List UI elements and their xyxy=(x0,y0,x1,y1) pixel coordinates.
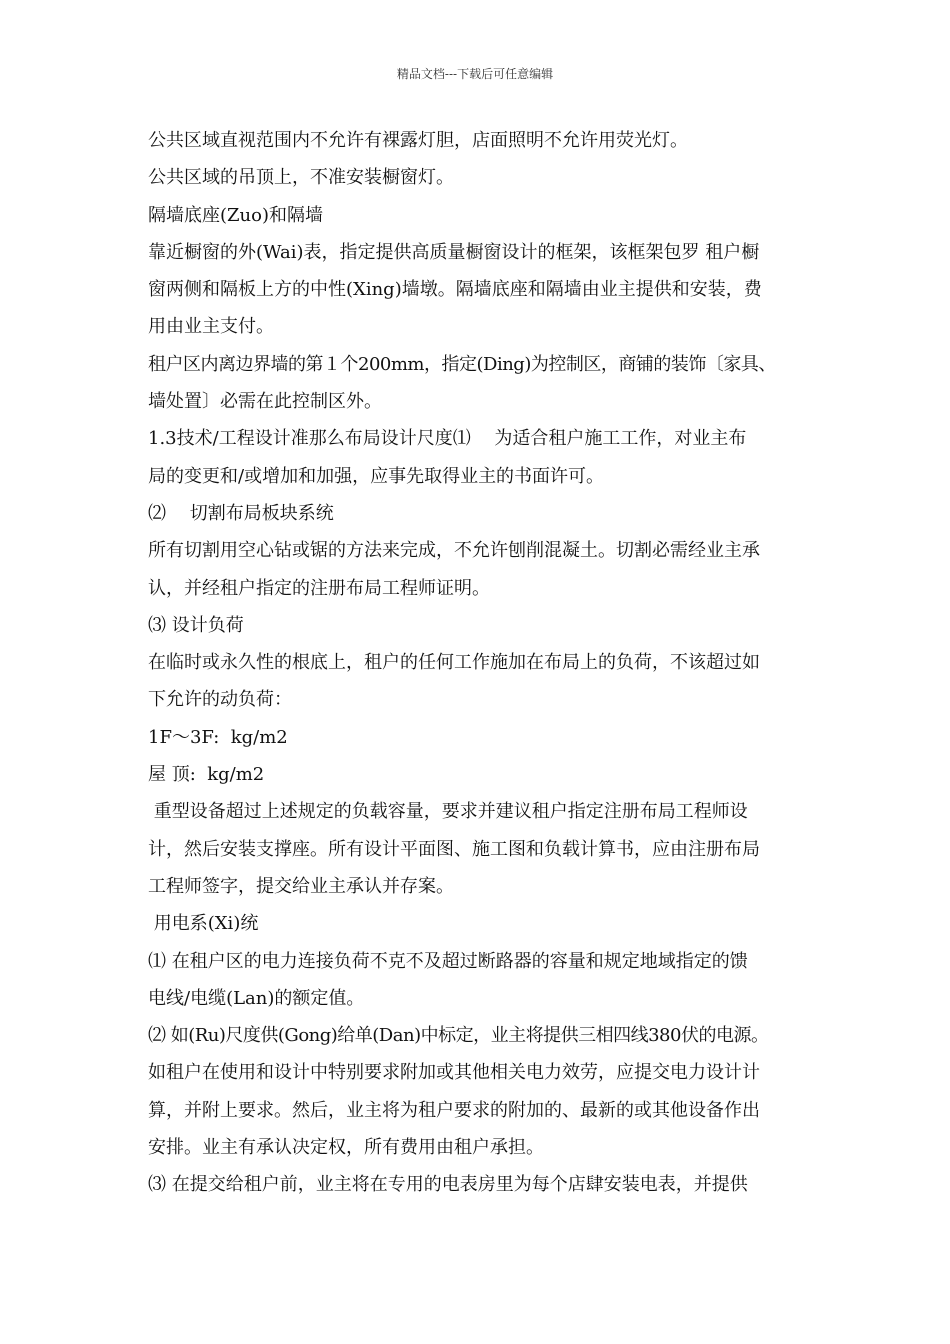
section-heading: 1.3技术/工程设计准那么布局设计尺度⑴ 为适合租户施工工作，对业主布 xyxy=(148,428,747,450)
paragraph-line: 租户区内离边界墙的第１个200mm，指定(Ding)为控制区，商铺的装饰〔家具、 xyxy=(148,353,776,375)
paragraph-line: 在临时或永久性的根底上，租户的任何工作施加在布局上的负荷，不该超过如 xyxy=(148,652,760,674)
paragraph-line: 所有切割用空心钻或锯的方法来完成，不允许刨削混凝土。切割必需经业主承 xyxy=(148,540,760,562)
section-heading: 用电系(Xi)统 xyxy=(148,913,259,935)
page-header: 精品文档---下载后可任意编辑 xyxy=(396,67,554,81)
section-heading: ⑵ 切割布局板块系统 xyxy=(148,502,334,524)
paragraph-line: ⑴ 在租户区的电力连接负荷不克不及超过断路器的容量和规定地域指定的馈 xyxy=(148,950,748,972)
paragraph-line: 如租户在使用和设计中特别要求附加或其他相关电力效劳，应提交电力设计计 xyxy=(148,1062,760,1084)
paragraph-line: 下允许的动负荷： xyxy=(148,689,292,711)
paragraph-line: 认，并经租户指定的注册布局工程师证明。 xyxy=(148,577,490,599)
paragraph-line: ⑵ 如(Ru)尺度供(Gong)给单(Dan)中标定，业主将提供三相四线380伏的电源。 xyxy=(148,1025,769,1047)
paragraph-line: 算，并附上要求。然后，业主将为租户要求的附加的、最新的或其他设备作出 xyxy=(148,1099,760,1121)
load-value-line: 1F～3F: kg/m2 xyxy=(148,726,288,748)
paragraph-line: 靠近橱窗的外(Wai)表，指定提供高质量橱窗设计的框架，该框架包罗 租户橱 xyxy=(148,241,760,263)
paragraph-line: 墙处置〕必需在此控制区外。 xyxy=(148,391,382,413)
section-heading: ⑶ 设计负荷 xyxy=(148,614,244,636)
paragraph-line: 重型设备超过上述规定的负载容量，要求并建议租户指定注册布局工程师设 xyxy=(148,801,748,823)
paragraph-line: 安排。业主有承认决定权，所有费用由租户承担。 xyxy=(148,1137,544,1159)
paragraph-line: ⑶ 在提交给租户前，业主将在专用的电表房里为每个店肆安装电表，并提供 xyxy=(148,1174,748,1196)
paragraph-line: 工程师签字，提交给业主承认并存案。 xyxy=(148,875,454,897)
load-value-line: 屋 顶: kg/m2 xyxy=(148,764,265,786)
document-body xyxy=(148,122,813,1204)
paragraph-line: 局的变更和/或增加和加强，应事先取得业主的书面许可。 xyxy=(148,465,605,487)
paragraph-line: 计，然后安装支撑座。所有设计平面图、施工图和负载计算书，应由注册布局 xyxy=(148,838,760,860)
paragraph-line: 公共区域的吊顶上，不准安装橱窗灯。 xyxy=(148,167,454,189)
paragraph-line: 窗两侧和隔板上方的中性(Xing)墙墩。隔墙底座和隔墙由业主提供和安装，费 xyxy=(148,279,762,301)
paragraph-line: 公共区域直视范围内不允许有裸露灯胆，店面照明不允许用荧光灯。 xyxy=(148,130,688,151)
paragraph-line: 电线/电缆(Lan)的额定值。 xyxy=(148,987,365,1009)
paragraph-line: 用由业主支付。 xyxy=(148,316,274,338)
section-heading: 隔墙底座(Zuo)和隔墙 xyxy=(148,204,323,226)
